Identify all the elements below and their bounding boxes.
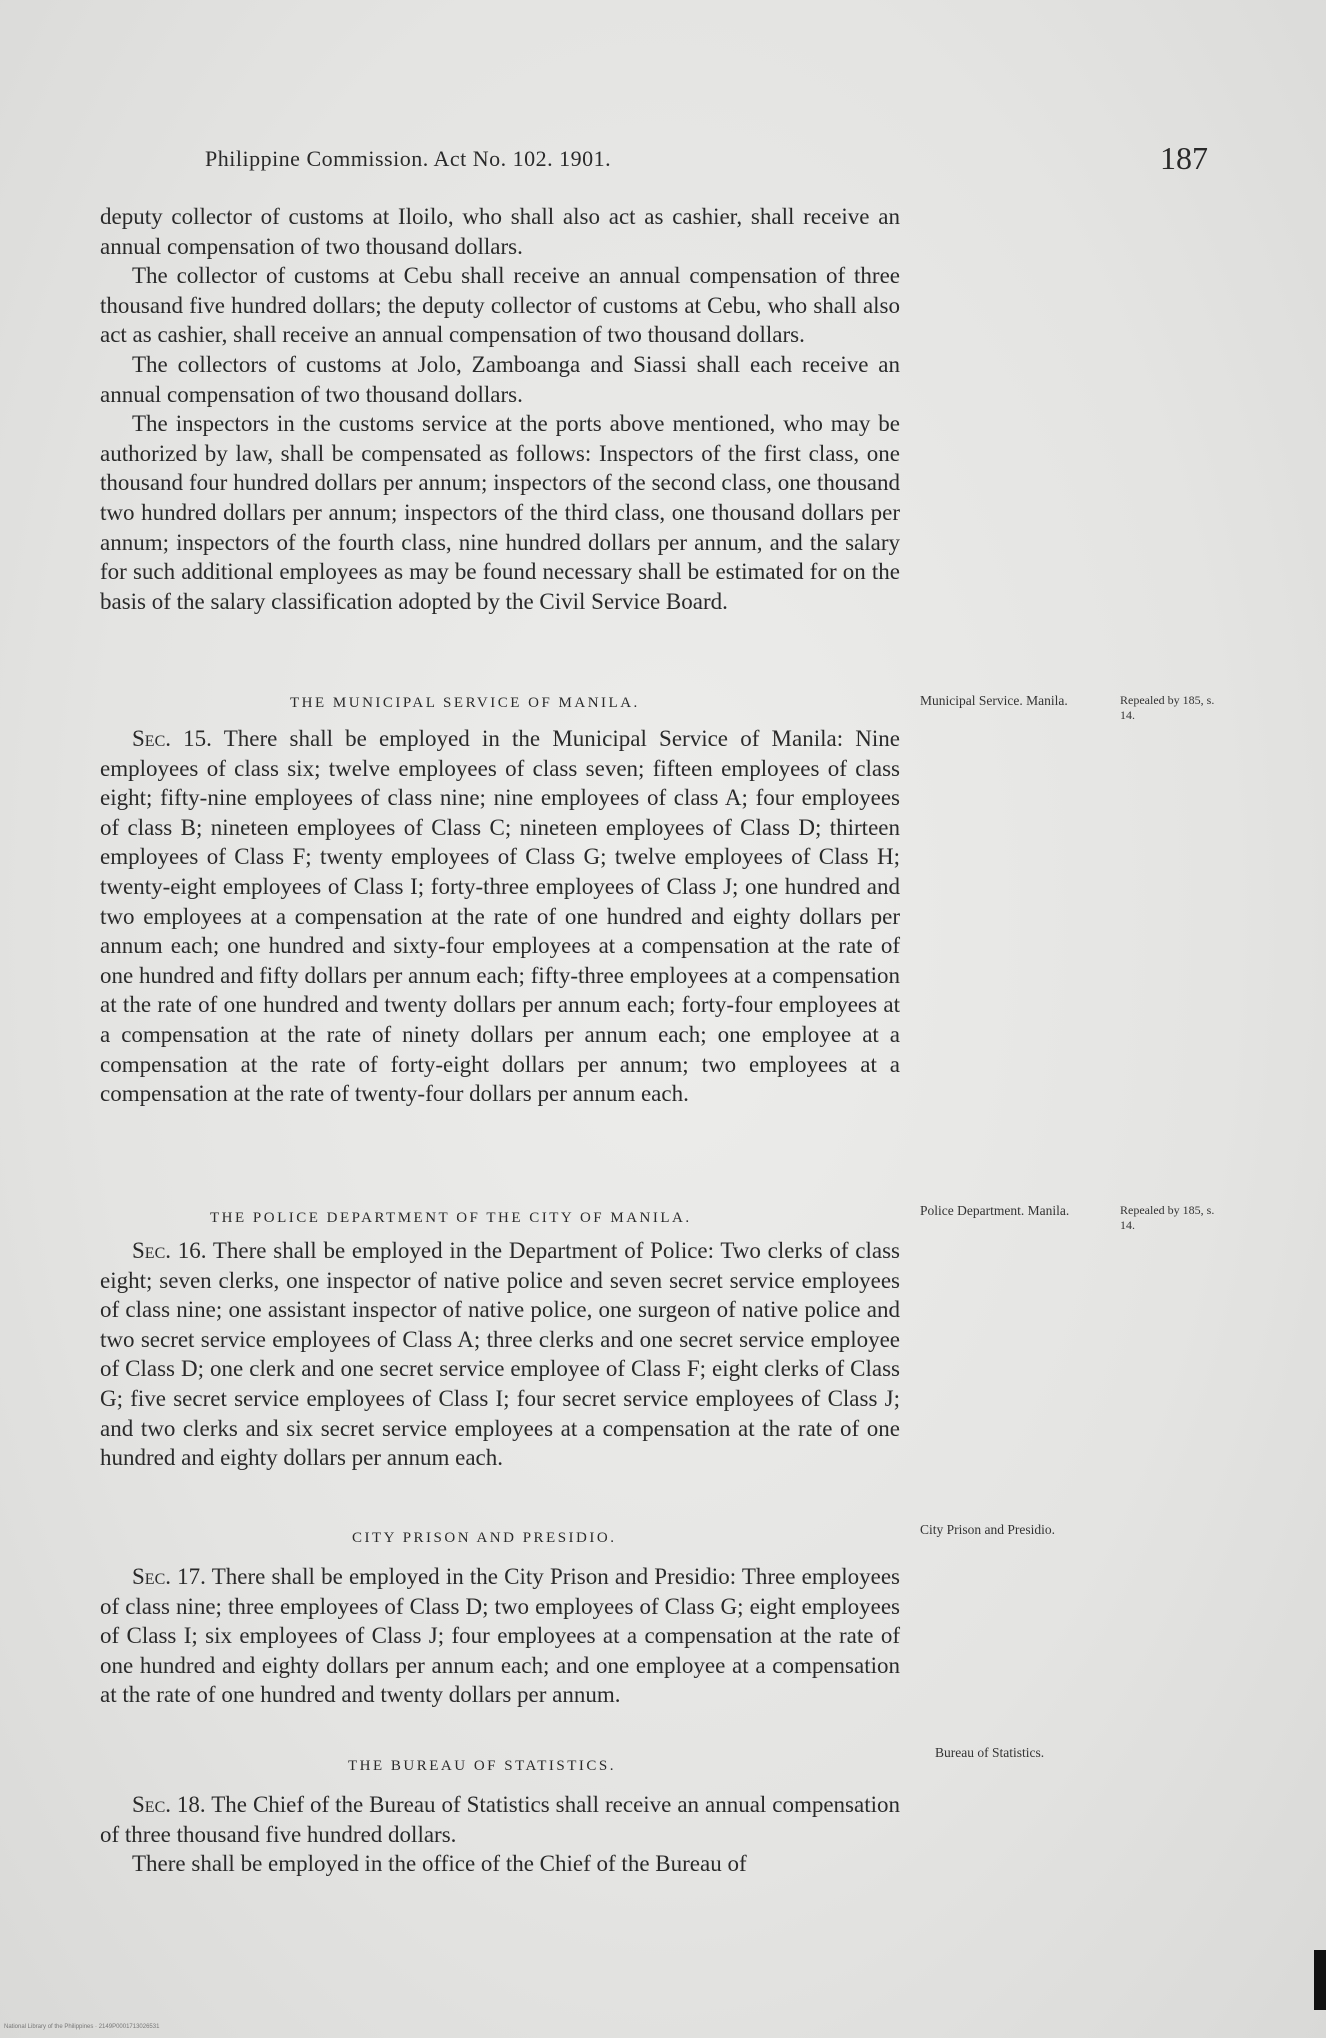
section-17-margin-note: City Prison and Presidio. bbox=[920, 1522, 1056, 1537]
section-15-heading: THE MUNICIPAL SERVICE OF MANILA. bbox=[290, 695, 640, 711]
section-16-text: There shall be employed in the Department of Police: Two clerks of class eight; seven clerks, one inspector of native police and seven secret service employees of class nine; one assistant inspector of native police, one surgeon of native police and two secret service employees of Class A; three clerks and one secret service employee of Class D; one clerk and one secret service employee of Class F; eight clerks of Class G; five secret service employees of Class I; four secret service employees of Class J; and two clerks and six secret service employees at a compensation at the rate of one hundred and eighty dollars per annum each. bbox=[100, 1238, 900, 1471]
section-17-text: There shall be employed in the City Prison and Presidio: Three employees of class nine; three employees of Class D; two employees of Class G; eight employees of Class I; six employees of Class J; four employees at a compensation at the rate of one hundred and eighty dollars per annum each; and one employee at a compensation at the rate of one hundred and twenty dollars per annum. bbox=[100, 1564, 900, 1708]
section-15-body bbox=[100, 724, 900, 1109]
section-15-text: There shall be employed in the Municipal Service of Manila: Nine employees of class six; twelve employees of class seven; fifteen employees of class eight; fifty-nine employees of class nine; nine employees of class A; four employees of class B; nineteen employees of Class C; nineteen employees of Class D; thirteen employees of Class F; twenty employees of Class G; twelve employees of Class H; twenty-eight employees of Class I; forty-three employees of Class J; one hundred and two employees at a compensation at the rate of one hundred and eighty dollars per annum each; one hundred and sixty-four employees at a compensation at the rate of one hundred and fifty dollars per annum each; fifty-three employees at a compensation at the rate of one hundred and twenty dollars per annum each; forty-four employees at a compensation at the rate of ninety dollars per annum each; one employee at a compensation at the rate of forty-eight dollars per annum; two employees at a compensation at the rate of twenty-four dollars per annum each. bbox=[100, 726, 900, 1107]
section-17-body bbox=[100, 1562, 900, 1710]
section-15-margin-note: Municipal Service. Manila. bbox=[920, 693, 1068, 708]
section-16-heading: THE POLICE DEPARTMENT OF THE CITY OF MANILA. bbox=[210, 1210, 692, 1226]
section-18-heading: THE BUREAU OF STATISTICS. bbox=[348, 1758, 616, 1774]
section-15-label: Sec. 15. bbox=[132, 726, 212, 751]
scan-source-footer: National Library of the Philippines · 2149P0001713026531 bbox=[4, 2024, 160, 2030]
section-16-label: Sec. 16. bbox=[132, 1238, 207, 1263]
section-15-repealed-note: Repealed by 185, s. 14. bbox=[1120, 693, 1215, 722]
paragraph-inspectors: The inspectors in the customs service at the ports above mentioned, who may be authorized by law, shall be compensated as follows: Inspectors of the first class, one thousand four hundred dollars per annum; inspectors of the second class, one thousand two hundred dollars per annum; inspectors of the third class, one thousand dollars per annum; inspectors of the fourth class, nine hundred dollars per annum, and the salary for such additional employees as may be found necessary shall be estimated for on the basis of the salary classification adopted by the Civil Service Board. bbox=[100, 411, 900, 614]
section-18-text: The Chief of the Bureau of Statistics shall receive an annual compensation of three thousand five hundred dollars. bbox=[100, 1792, 900, 1847]
scan-edge-shadow bbox=[1314, 1950, 1326, 2010]
section-18-text-continued: There shall be employed in the office of the Chief of the Bureau of bbox=[132, 1851, 747, 1877]
section-16-body bbox=[100, 1236, 900, 1473]
section-16-margin-note: Police Department. Manila. bbox=[920, 1203, 1070, 1218]
section-17-heading: CITY PRISON AND PRESIDIO. bbox=[352, 1530, 617, 1546]
opening-paragraphs bbox=[100, 202, 900, 616]
paragraph-iloilo: deputy collector of customs at Iloilo, who shall also act as cashier, shall receive an annual compensation of two thousand dollars. bbox=[100, 204, 900, 259]
paragraph-jolo: The collectors of customs at Jolo, Zamboanga and Siassi shall each receive an annual compensation of two thousand dollars. bbox=[100, 351, 900, 407]
section-18-label: Sec. 18. bbox=[132, 1792, 206, 1817]
section-18-body bbox=[100, 1790, 900, 1879]
paragraph-cebu: The collector of customs at Cebu shall receive an annual compensation of three thousand five hundred dollars; the deputy collector of customs at Cebu, who shall also act as cashier, shall receive an annual compensation of two thousand dollars. bbox=[100, 263, 900, 348]
page-number: 187 bbox=[1160, 140, 1208, 176]
running-title: Philippine Commission. Act No. 102. 1901. bbox=[205, 146, 612, 171]
section-18-margin-note: Bureau of Statistics. bbox=[935, 1745, 1045, 1760]
section-16-repealed-note: Repealed by 185, s. 14. bbox=[1120, 1203, 1215, 1232]
section-17-label: Sec. 17. bbox=[132, 1564, 206, 1589]
